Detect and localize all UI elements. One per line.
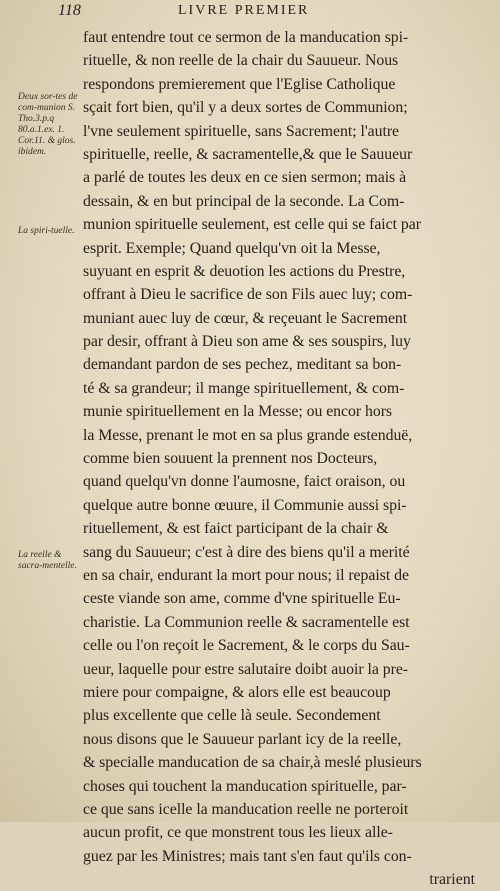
text-line: offrant à Dieu le sacrifice de son Fils auec luy; com-	[83, 286, 413, 304]
text-line: par desir, offrant à Dieu son ame & ses souspirs, luy	[83, 333, 411, 351]
text-line: faut entendre tout ce sermon de la manducation spi-	[83, 29, 409, 46]
text-line: dessain, & en but principal de la seconde. La Com-	[83, 192, 405, 210]
text-line: a parlé de toutes les deux en ce sien sermon; mais à	[83, 169, 407, 187]
text-line: plus excellente que celle là seule. Secondement	[83, 707, 381, 725]
text-line: munie spirituellement en la Messe; ou encor hors	[83, 403, 393, 421]
text-line: quand quelqu'vn donne l'aumosne, faict oraison, ou	[83, 473, 406, 491]
text-line: celle ou l'on reçoit le Sacrement, & le corps du Sau-	[83, 637, 410, 655]
text-line: muniant auec luy de cœur, & reçeuant le Sacrement	[83, 309, 408, 327]
text-line: sçait fort bien, qu'il y a deux sortes de Communion;	[83, 99, 408, 117]
text-line: charistie. La Communion reelle & sacramentelle est	[83, 613, 410, 631]
text-line: rituellement, & est faict participant de la chair &	[83, 520, 389, 538]
text-line: & specialle manducation de sa chair,à meslé plusieurs	[83, 754, 422, 772]
page-number: 118	[58, 2, 81, 19]
text-line: ceste viande son ame, comme d'vne spirituelle Eu-	[83, 590, 401, 608]
running-title: LIVRE PREMIER	[178, 3, 310, 18]
text-line: munion spirituelle seulement, est celle qui se faict par	[83, 216, 421, 234]
margin-notes	[0, 0, 80, 822]
margin-note-deux-sortes: Deux sor-tes de com-munion S. Tho.3.p.q 80.a.1.ex. 1. Cor.11. & glos. ibidem.	[18, 92, 78, 157]
text-line: sang du Sauueur; c'est à dire des biens qu'il a merité	[83, 543, 410, 561]
text-line: ueur, laquelle pour estre salutaire doibt auoir la pre-	[83, 660, 409, 678]
text-line: comme bien souuent la prennent nos Docteurs,	[83, 450, 378, 468]
text-line: suyuant en esprit & deuotion les actions du Prestre,	[83, 262, 406, 280]
text-line: guez par les Ministres; mais tant s'en faut qu'ils con-	[83, 847, 412, 865]
text-line: rituelle, & non reelle de la chair du Sauueur. Nous	[83, 52, 399, 70]
margin-note-spirituelle: La spiri-tuelle.	[18, 226, 75, 236]
text-line: miere pour compaigne, & alors elle est beaucoup	[83, 683, 391, 701]
text-line: la Messe, prenant le mot en sa plus grande estenduë,	[83, 426, 413, 444]
text-line: aucun profit, ce que monstrent tous les lieux alle-	[83, 824, 393, 842]
text-line: té & sa grandeur; il mange spirituellement, & com-	[83, 379, 405, 397]
text-line: respondons premierement que l'Eglise Catholique	[83, 75, 396, 93]
text-line: nous disons que le Sauueur parlant icy de la reelle,	[83, 730, 402, 748]
text-line: spirituelle, reelle, & sacramentelle,& que le Sauueur	[83, 145, 413, 163]
text-line: trarient	[429, 871, 475, 889]
text-line: choses qui touchent la manducation spirituelle, par-	[83, 777, 407, 795]
text-line: quelque autre bonne œuure, il Communie aussi spi-	[83, 496, 407, 514]
margin-note-reelle: La reelle & sacra-mentelle.	[18, 550, 77, 571]
text-line: demandant pardon de ses pechez, meditant sa bon-	[83, 356, 402, 374]
text-line: ce que sans icelle la manducation reelle ne porteroit	[83, 800, 409, 818]
body-text	[83, 26, 475, 891]
text-line: en sa chair, endurant la mort pour nous; il repaist de	[83, 566, 409, 584]
text-line: esprit. Exemple; Quand quelqu'vn oit la Messe,	[83, 239, 381, 257]
text-line: l'vne seulement spirituelle, sans Sacrement; l'autre	[83, 122, 400, 140]
